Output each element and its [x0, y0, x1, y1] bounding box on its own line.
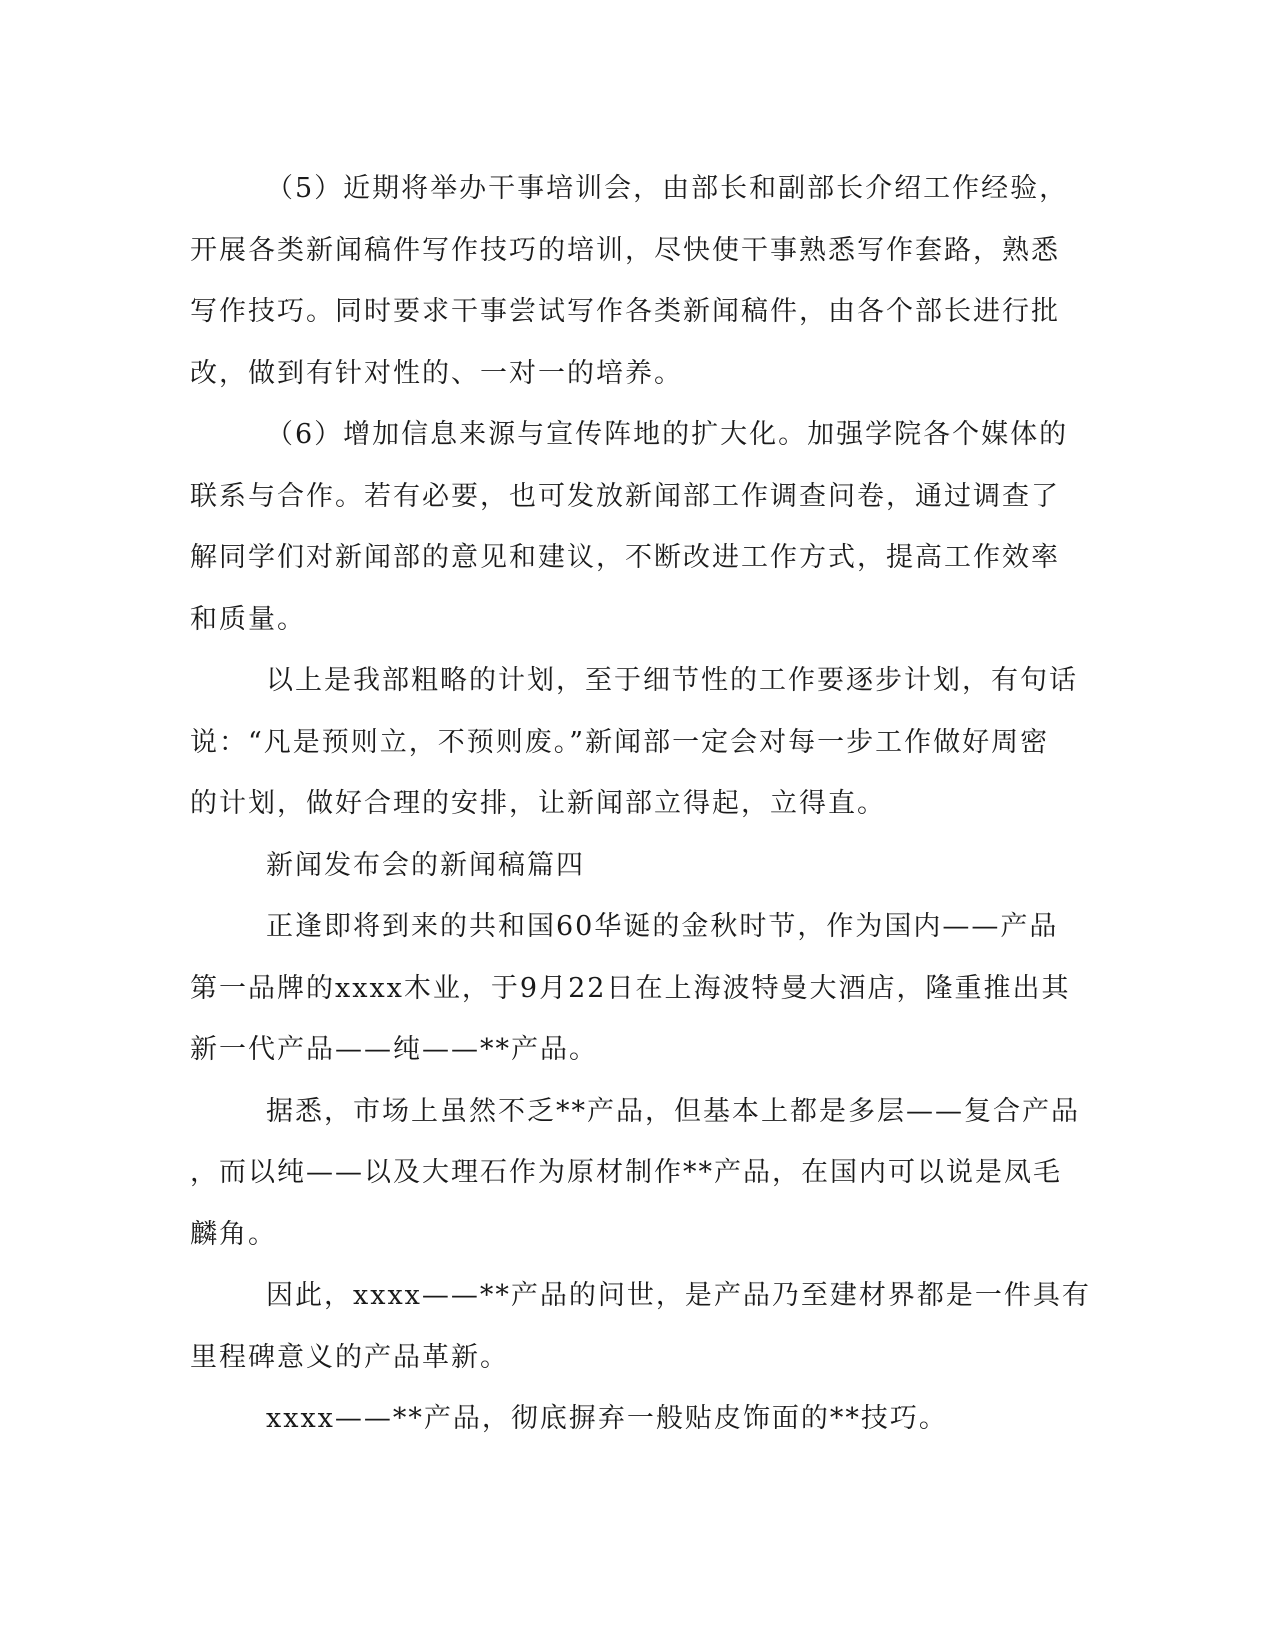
paragraph-line: 的计划，做好合理的安排，让新闻部立得起，立得直。 — [190, 788, 886, 819]
paragraph-line: 据悉，市场上虽然不乏**产品，但基本上都是多层——复合产品 — [266, 1095, 1080, 1127]
section-heading: 新闻发布会的新闻稿篇四 — [266, 849, 585, 881]
document-body — [190, 158, 1090, 1450]
paragraph-line: 说：“凡是预则立，不预则废。”新闻部一定会对每一步工作做好周密 — [190, 726, 1050, 758]
paragraph-line: 因此，xxxx——**产品的问世，是产品乃至建材界都是一件具有 — [266, 1280, 1091, 1311]
paragraph-line: 以上是我部粗略的计划，至于细节性的工作要逐步计划，有句话 — [266, 665, 1078, 696]
paragraph-line: 新一代产品——纯——**产品。 — [190, 1034, 598, 1065]
paragraph-line: 和质量。 — [190, 603, 306, 635]
paragraph-line: ，而以纯——以及大理石作为原材制作**产品，在国内可以说是凤毛 — [190, 1157, 1062, 1188]
paragraph-line: （6）增加信息来源与宣传阵地的扩大化。加强学院各个媒体的 — [266, 419, 1069, 450]
paragraph-line: 里程碑意义的产品革新。 — [190, 1341, 509, 1373]
paragraph-line: 麟角。 — [190, 1218, 277, 1250]
paragraph-line: 开展各类新闻稿件写作技巧的培训，尽快使干事熟悉写作套路，熟悉 — [190, 234, 1060, 266]
paragraph-line: 联系与合作。若有必要，也可发放新闻部工作调查问卷，通过调查了 — [190, 480, 1060, 512]
paragraph-line: xxxx——**产品，彻底摒弃一般贴皮饰面的**技巧。 — [266, 1403, 948, 1434]
paragraph-line: 改，做到有针对性的、一对一的培养。 — [190, 357, 683, 389]
paragraph-line: 正逢即将到来的共和国60华诞的金秋时节，作为国内——产品 — [266, 911, 1059, 942]
paragraph-line: （5）近期将举办干事培训会，由部长和副部长介绍工作经验， — [266, 173, 1069, 204]
paragraph-line: 第一品牌的xxxx木业，于9月22日在上海波特曼大酒店，隆重推出其 — [190, 972, 1071, 1004]
paragraph-line: 写作技巧。同时要求干事尝试写作各类新闻稿件，由各个部长进行批 — [190, 296, 1060, 327]
paragraph-line: 解同学们对新闻部的意见和建议，不断改进工作方式，提高工作效率 — [190, 542, 1060, 573]
